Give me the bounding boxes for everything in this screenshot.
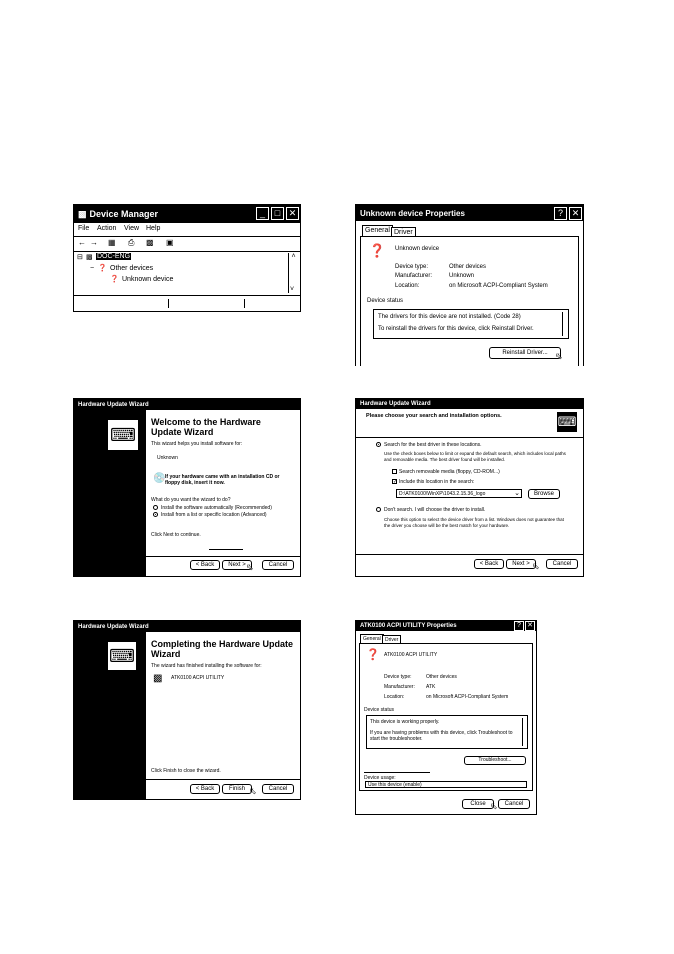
troubleshoot-button[interactable]: Troubleshoot... — [464, 756, 526, 765]
device-type-label: Device type: — [384, 674, 412, 680]
wizard-complete-heading: Completing the Hardware Update Wizard — [151, 639, 294, 659]
device-manager-icon: ▩ — [78, 208, 87, 219]
tab-general[interactable]: General — [362, 225, 393, 236]
question-device-icon: ❓ — [369, 243, 386, 258]
back-button[interactable]: < Back — [190, 560, 220, 570]
device-manager-title: Device Manager — [89, 209, 159, 219]
search-option-label[interactable]: Search for the best driver in these locations. — [384, 442, 482, 448]
forward-arrow-icon[interactable]: → — [90, 238, 98, 247]
status-scrollbar[interactable] — [522, 718, 526, 746]
status-line-2: If you are having problems with this device, click Troubleshoot to start the troubleshooter. — [370, 730, 513, 742]
tree-device[interactable]: Unknown device — [122, 276, 174, 283]
scroll-up-icon[interactable]: ˄ — [291, 253, 296, 260]
vertical-scrollbar[interactable] — [288, 253, 298, 293]
minimize-button[interactable]: _ — [256, 207, 269, 220]
tree-collapse-icon-2[interactable]: − — [90, 265, 95, 272]
wizard-hardware-icon: ⌨ — [108, 642, 136, 670]
other-devices-icon: ❓ — [98, 265, 107, 272]
wizard-side-panel — [74, 632, 146, 799]
include-location-label[interactable]: Include this location in the search: — [399, 479, 475, 485]
unknown-props-title: Unknown device Properties — [360, 208, 465, 218]
wizard-intro: This wizard helps you install software for: — [151, 441, 243, 447]
device-usage-label: Device usage: — [364, 775, 396, 781]
location-path-input[interactable] — [396, 489, 522, 498]
computer-icon[interactable]: ▣ — [166, 238, 174, 247]
cancel-button[interactable]: Cancel — [262, 784, 294, 794]
mouse-pointer-icon: ⬁ — [246, 562, 254, 572]
tree-root[interactable]: DOC-ENG — [97, 253, 131, 260]
radio-install-list[interactable] — [153, 512, 158, 517]
manufacturer-label: Manufacturer: — [395, 273, 433, 279]
close-button[interactable]: ✕ — [286, 207, 299, 220]
wizard-welcome-window — [73, 398, 301, 577]
usage-divider — [364, 772, 430, 773]
next-button[interactable]: Next > — [506, 559, 536, 569]
help-question-button[interactable]: ? — [514, 621, 524, 631]
toolbar-divider — [74, 251, 300, 252]
location-value: on Microsoft ACPI-Compliant System — [449, 283, 548, 289]
device-tree — [74, 253, 300, 295]
location-label: Location: — [395, 283, 420, 289]
properties-icon[interactable]: ▦ — [108, 238, 116, 247]
status-scrollbar[interactable] — [562, 312, 567, 336]
location-value: on Microsoft ACPI-Compliant System — [426, 694, 509, 700]
unknown-device-properties-window — [355, 204, 584, 366]
manufacturer-value: Unknown — [449, 273, 475, 279]
tab-driver[interactable]: Driver — [382, 635, 401, 643]
cancel-button[interactable]: Cancel — [546, 559, 578, 569]
wizard-welcome-titlebar — [74, 399, 300, 410]
cd-note: If your hardware came with an installation CD or floppy disk, insert it now. — [165, 474, 280, 486]
cancel-button[interactable]: Cancel — [498, 799, 530, 809]
location-label: Location: — [384, 694, 405, 700]
continue-underline — [209, 549, 243, 550]
status-bar — [74, 297, 300, 311]
wizard-side-panel — [74, 410, 146, 576]
status-line-1: The drivers for this device are not installed. (Code 28) — [378, 314, 521, 320]
help-question-button[interactable]: ? — [554, 207, 567, 220]
browse-button[interactable]: Browse — [528, 489, 560, 499]
wizard-search-title: Hardware Update Wizard — [360, 401, 431, 407]
atk-props-titlebar — [356, 621, 536, 631]
reinstall-driver-button[interactable]: Reinstall Driver... — [489, 347, 561, 359]
manufacturer-label: Manufacturer: — [384, 684, 415, 690]
close-dialog-button[interactable]: Close — [462, 799, 494, 809]
menu-action[interactable]: Action — [97, 225, 117, 232]
back-arrow-icon[interactable]: ← — [78, 238, 86, 247]
wizard-complete-content — [149, 635, 296, 799]
radio-search-best[interactable] — [376, 442, 381, 447]
menu-file[interactable]: File — [78, 225, 90, 232]
dont-search-label[interactable]: Don't search. I will choose the driver to install. — [384, 507, 486, 513]
cancel-button[interactable]: Cancel — [262, 560, 294, 570]
device-status-box — [366, 715, 528, 749]
status-line-2: To reinstall the drivers for this device, click Reinstall Driver. — [378, 326, 534, 332]
device-chip-icon: ▩ — [153, 673, 163, 684]
device-usage-value: Use this device (enable) — [368, 782, 422, 788]
back-button[interactable]: < Back — [190, 784, 220, 794]
tree-collapse-icon[interactable]: ⊟ — [77, 254, 83, 261]
manufacturer-value: ATK — [426, 684, 436, 690]
help-icon[interactable]: ▩ — [146, 238, 154, 247]
wizard-button-divider — [146, 779, 300, 780]
device-chip-icon: ❓ — [366, 649, 380, 661]
unknown-device-icon: ❓ — [110, 276, 119, 283]
device-status-label: Device status — [367, 298, 404, 304]
finished-text: The wizard has finished installing the software for: — [151, 663, 262, 669]
wizard-search-titlebar — [356, 399, 583, 409]
mouse-pointer-icon: ⬁ — [490, 801, 498, 811]
location-path-value: D:\ATK0100\WinXP\1043.2.15.36_logo — [399, 491, 486, 497]
menu-view[interactable]: View — [124, 225, 140, 232]
device-manager-window — [73, 204, 301, 312]
general-tab-panel — [359, 643, 533, 791]
status-divider — [74, 295, 300, 296]
wizard-device: Unknown — [157, 455, 178, 461]
maximize-button[interactable]: □ — [271, 207, 284, 220]
unknown-props-titlebar — [356, 205, 583, 221]
wizard-welcome-content — [149, 413, 296, 576]
wizard-welcome-heading: Welcome to the Hardware Update Wizard — [151, 417, 261, 437]
continue-text: Click Next to continue. — [151, 532, 201, 538]
device-usage-select[interactable] — [365, 781, 527, 788]
radio-dont-search[interactable] — [376, 507, 381, 512]
checkbox-removable-media[interactable] — [392, 469, 397, 474]
wizard-complete-window — [73, 620, 301, 800]
option-auto-label[interactable]: Install the software automatically (Recommended) — [161, 505, 272, 511]
device-status-label: Device status — [364, 707, 395, 713]
close-button[interactable]: ✕ — [569, 207, 582, 220]
tab-general[interactable]: General — [360, 634, 384, 643]
scroll-down-icon[interactable]: ˅ — [290, 286, 295, 293]
mouse-pointer-icon: ⬁ — [532, 561, 540, 571]
wizard-complete-titlebar — [74, 621, 300, 632]
device-type-value: Other devices — [426, 674, 457, 680]
status-line-1: This device is working properly. — [370, 719, 440, 725]
wizard-search-window — [355, 398, 584, 577]
search-option-desc: Use the check boxes below to limit or expand the default search, which includes local paths and removable media. The best driver found will be installed. — [384, 451, 566, 462]
menu-divider — [74, 236, 300, 237]
wizard-complete-title: Hardware Update Wizard — [78, 623, 149, 630]
computer-node-icon: ▩ — [86, 254, 93, 261]
wizard-welcome-title: Hardware Update Wizard — [78, 401, 149, 408]
device-type-label: Device type: — [395, 264, 429, 270]
wizard-hardware-icon: ⌨ — [557, 412, 577, 432]
device-type-value: Other devices — [449, 264, 487, 270]
option-list-label[interactable]: Install from a list or specific location (Advanced) — [161, 512, 267, 518]
atk-properties-window — [355, 620, 537, 815]
mouse-pointer-icon: ⬁ — [555, 351, 563, 361]
next-button[interactable]: Next > — [222, 560, 252, 570]
wizard-question: What do you want the wizard to do? — [151, 497, 231, 503]
wizard-search-header — [356, 409, 583, 438]
search-heading: Please choose your search and installation options. — [366, 413, 502, 419]
tree-category[interactable]: Other devices — [110, 265, 154, 272]
general-tab-panel — [360, 236, 579, 366]
wizard-button-divider — [146, 556, 300, 557]
wizard-button-divider — [356, 554, 583, 555]
close-text: Click Finish to close the wizard. — [151, 768, 221, 774]
completed-device: ATK0100 ACPI UTILITY — [171, 675, 225, 681]
radio-install-auto[interactable] — [153, 505, 158, 510]
dropdown-chevron-icon[interactable]: ⌄ — [514, 490, 520, 497]
dont-search-desc: Choose this option to select the device driver from a list. Windows does not guarantee that the driver you choose will be the best match for your hardware. — [384, 517, 564, 528]
print-icon[interactable]: ⎙ — [128, 238, 135, 247]
checkbox-include-location[interactable]: ✓ — [393, 479, 398, 485]
menu-help[interactable]: Help — [146, 225, 161, 232]
device-name: Unknown device — [395, 246, 440, 252]
close-button[interactable]: ✕ — [525, 621, 535, 631]
mouse-pointer-icon: ⬁ — [249, 786, 257, 796]
wizard-hardware-icon: ⌨ — [108, 420, 138, 450]
finish-button[interactable]: Finish — [222, 784, 252, 794]
device-name: ATK0100 ACPI UTILITY — [384, 652, 438, 658]
back-button[interactable]: < Back — [474, 559, 504, 569]
atk-props-title: ATK0100 ACPI UTILITY Properties — [360, 623, 457, 629]
cd-disk-icon: 💿 — [153, 473, 166, 484]
removable-media-label[interactable]: Search removable media (floppy, CD-ROM...) — [399, 469, 500, 475]
tab-driver[interactable]: Driver — [391, 227, 416, 236]
device-status-box — [373, 309, 569, 339]
